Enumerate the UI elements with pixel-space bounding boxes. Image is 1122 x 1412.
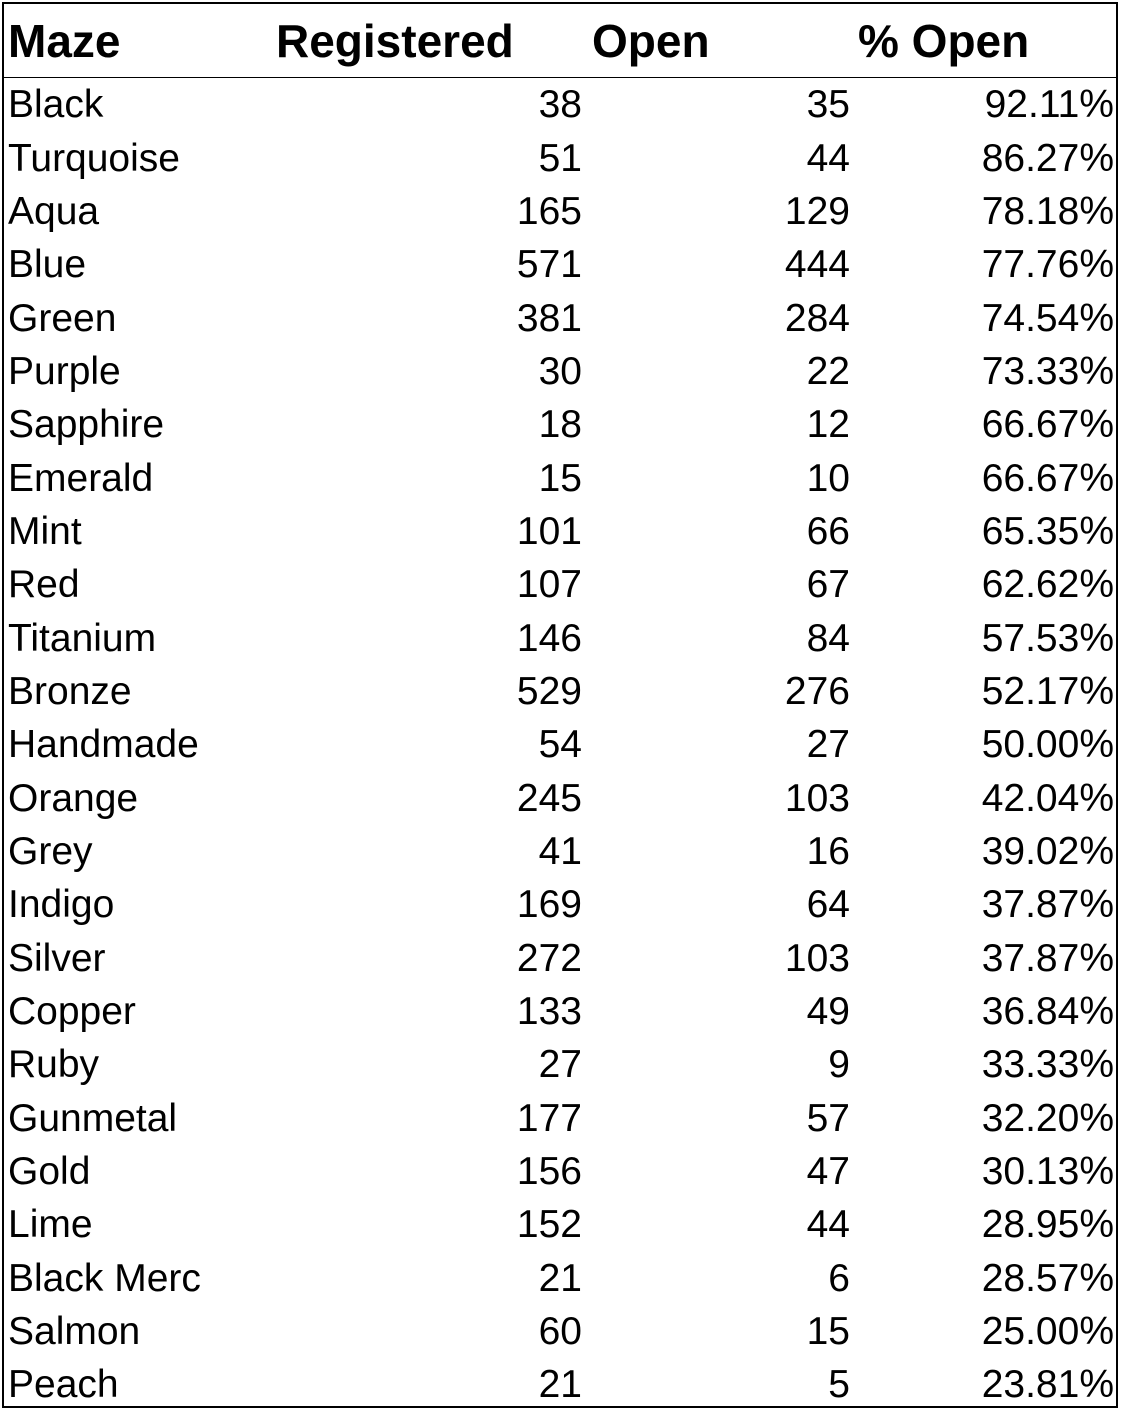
table-body bbox=[4, 78, 1116, 1412]
cell-pct-open: 66.67% bbox=[981, 456, 1114, 500]
table-row bbox=[4, 131, 1116, 184]
cell-registered: 133 bbox=[516, 990, 582, 1034]
table-row bbox=[4, 1038, 1116, 1091]
cell-open: 103 bbox=[784, 936, 850, 980]
cell-open: 444 bbox=[784, 243, 850, 287]
cell-pct-open: 37.87% bbox=[981, 883, 1114, 927]
cell-pct-open: 28.95% bbox=[981, 1203, 1114, 1247]
cell-pct-open: 42.04% bbox=[981, 776, 1114, 820]
cell-maze: Grey bbox=[8, 829, 93, 873]
table-row bbox=[4, 985, 1116, 1038]
cell-open: 44 bbox=[806, 1203, 850, 1247]
cell-registered: 169 bbox=[516, 883, 582, 927]
cell-open: 5 bbox=[828, 1363, 850, 1407]
cell-pct-open: 33.33% bbox=[981, 1043, 1114, 1087]
cell-registered: 51 bbox=[538, 136, 582, 180]
cell-pct-open: 77.76% bbox=[981, 243, 1114, 287]
cell-pct-open: 25.00% bbox=[981, 1310, 1114, 1354]
cell-maze: Blue bbox=[8, 243, 87, 287]
cell-maze: Handmade bbox=[8, 723, 199, 767]
cell-registered: 156 bbox=[516, 1150, 582, 1194]
cell-open: 84 bbox=[806, 616, 850, 660]
cell-registered: 41 bbox=[538, 829, 582, 873]
cell-registered: 165 bbox=[516, 189, 582, 233]
cell-maze: Indigo bbox=[8, 883, 115, 927]
cell-open: 15 bbox=[806, 1310, 850, 1354]
cell-open: 276 bbox=[784, 669, 850, 713]
table-row bbox=[4, 451, 1116, 504]
table-row bbox=[4, 932, 1116, 985]
cell-maze: Copper bbox=[8, 990, 136, 1034]
cell-maze: Mint bbox=[8, 509, 82, 553]
cell-registered: 18 bbox=[538, 403, 582, 447]
table-row bbox=[4, 665, 1116, 718]
cell-registered: 54 bbox=[538, 723, 582, 767]
table-row bbox=[4, 1145, 1116, 1198]
table-row bbox=[4, 1358, 1116, 1411]
table-row bbox=[4, 238, 1116, 291]
cell-maze: Lime bbox=[8, 1203, 93, 1247]
table-row bbox=[4, 878, 1116, 931]
table-row bbox=[4, 825, 1116, 878]
cell-pct-open: 50.00% bbox=[981, 723, 1114, 767]
cell-open: 12 bbox=[806, 403, 850, 447]
cell-pct-open: 23.81% bbox=[981, 1363, 1114, 1407]
table-row bbox=[4, 558, 1116, 611]
cell-pct-open: 37.87% bbox=[981, 936, 1114, 980]
cell-maze: Emerald bbox=[8, 456, 154, 500]
cell-open: 22 bbox=[806, 349, 850, 393]
cell-registered: 107 bbox=[516, 563, 582, 607]
cell-registered: 529 bbox=[516, 669, 582, 713]
cell-pct-open: 65.35% bbox=[981, 509, 1114, 553]
cell-open: 57 bbox=[806, 1096, 850, 1140]
table-row bbox=[4, 771, 1116, 824]
cell-open: 284 bbox=[784, 296, 850, 340]
header-registered: Registered bbox=[266, 4, 582, 78]
cell-registered: 30 bbox=[538, 349, 582, 393]
cell-pct-open: 62.62% bbox=[981, 563, 1114, 607]
table-row bbox=[4, 185, 1116, 238]
cell-pct-open: 73.33% bbox=[981, 349, 1114, 393]
cell-maze: Gunmetal bbox=[8, 1096, 178, 1140]
cell-pct-open: 32.20% bbox=[981, 1096, 1114, 1140]
cell-open: 9 bbox=[828, 1043, 850, 1087]
table-row bbox=[4, 291, 1116, 344]
cell-registered: 27 bbox=[538, 1043, 582, 1087]
cell-maze: Ruby bbox=[8, 1043, 100, 1087]
cell-open: 129 bbox=[784, 189, 850, 233]
cell-registered: 21 bbox=[538, 1256, 582, 1300]
cell-registered: 38 bbox=[538, 83, 582, 127]
header-row bbox=[4, 4, 1116, 78]
cell-pct-open: 86.27% bbox=[981, 136, 1114, 180]
cell-open: 66 bbox=[806, 509, 850, 553]
cell-open: 67 bbox=[806, 563, 850, 607]
cell-open: 35 bbox=[806, 83, 850, 127]
cell-maze: Black bbox=[8, 83, 104, 127]
cell-pct-open: 74.54% bbox=[981, 296, 1114, 340]
cell-open: 103 bbox=[784, 776, 850, 820]
cell-pct-open: 78.18% bbox=[981, 189, 1114, 233]
cell-pct-open: 66.67% bbox=[981, 403, 1114, 447]
cell-registered: 571 bbox=[516, 243, 582, 287]
cell-registered: 15 bbox=[538, 456, 582, 500]
cell-pct-open: 39.02% bbox=[981, 829, 1114, 873]
cell-pct-open: 30.13% bbox=[981, 1150, 1114, 1194]
cell-pct-open: 36.84% bbox=[981, 990, 1114, 1034]
cell-maze: Silver bbox=[8, 936, 106, 980]
table-row bbox=[4, 1198, 1116, 1251]
cell-maze: Sapphire bbox=[8, 403, 165, 447]
cell-open: 44 bbox=[806, 136, 850, 180]
cell-maze: Turquoise bbox=[8, 136, 180, 180]
cell-maze: Green bbox=[8, 296, 117, 340]
cell-registered: 381 bbox=[516, 296, 582, 340]
header-open: Open bbox=[582, 4, 850, 78]
header-maze: Maze bbox=[4, 4, 266, 78]
cell-registered: 272 bbox=[516, 936, 582, 980]
cell-maze: Purple bbox=[8, 349, 121, 393]
table-row bbox=[4, 1305, 1116, 1358]
cell-pct-open: 52.17% bbox=[981, 669, 1114, 713]
cell-maze: Red bbox=[8, 563, 80, 607]
cell-registered: 245 bbox=[516, 776, 582, 820]
cell-maze: Bronze bbox=[8, 669, 132, 713]
cell-open: 6 bbox=[828, 1256, 850, 1300]
cell-registered: 21 bbox=[538, 1363, 582, 1407]
cell-open: 16 bbox=[806, 829, 850, 873]
table-row bbox=[4, 718, 1116, 771]
cell-pct-open: 92.11% bbox=[984, 83, 1114, 127]
table-row bbox=[4, 611, 1116, 664]
table-row bbox=[4, 1092, 1116, 1145]
cell-registered: 60 bbox=[538, 1310, 582, 1354]
cell-registered: 101 bbox=[516, 509, 582, 553]
table-row bbox=[4, 398, 1116, 451]
cell-open: 27 bbox=[806, 723, 850, 767]
cell-pct-open: 28.57% bbox=[981, 1256, 1114, 1300]
cell-open: 49 bbox=[806, 990, 850, 1034]
table-row bbox=[4, 345, 1116, 398]
table-row bbox=[4, 1252, 1116, 1305]
cell-open: 10 bbox=[806, 456, 850, 500]
table-row bbox=[4, 78, 1116, 132]
cell-maze: Peach bbox=[8, 1363, 119, 1407]
cell-registered: 146 bbox=[516, 616, 582, 660]
header-pct-open: % Open bbox=[850, 4, 1116, 78]
maze-table bbox=[4, 4, 1116, 1412]
table-row bbox=[4, 505, 1116, 558]
cell-maze: Salmon bbox=[8, 1310, 141, 1354]
cell-pct-open: 57.53% bbox=[981, 616, 1114, 660]
cell-open: 47 bbox=[806, 1150, 850, 1194]
cell-maze: Orange bbox=[8, 776, 139, 820]
cell-maze: Aqua bbox=[8, 189, 100, 233]
cell-registered: 177 bbox=[516, 1096, 582, 1140]
cell-maze: Titanium bbox=[8, 616, 157, 660]
cell-registered: 152 bbox=[516, 1203, 582, 1247]
cell-open: 64 bbox=[806, 883, 850, 927]
cell-maze: Gold bbox=[8, 1150, 91, 1194]
cell-maze: Black Merc bbox=[8, 1256, 201, 1300]
